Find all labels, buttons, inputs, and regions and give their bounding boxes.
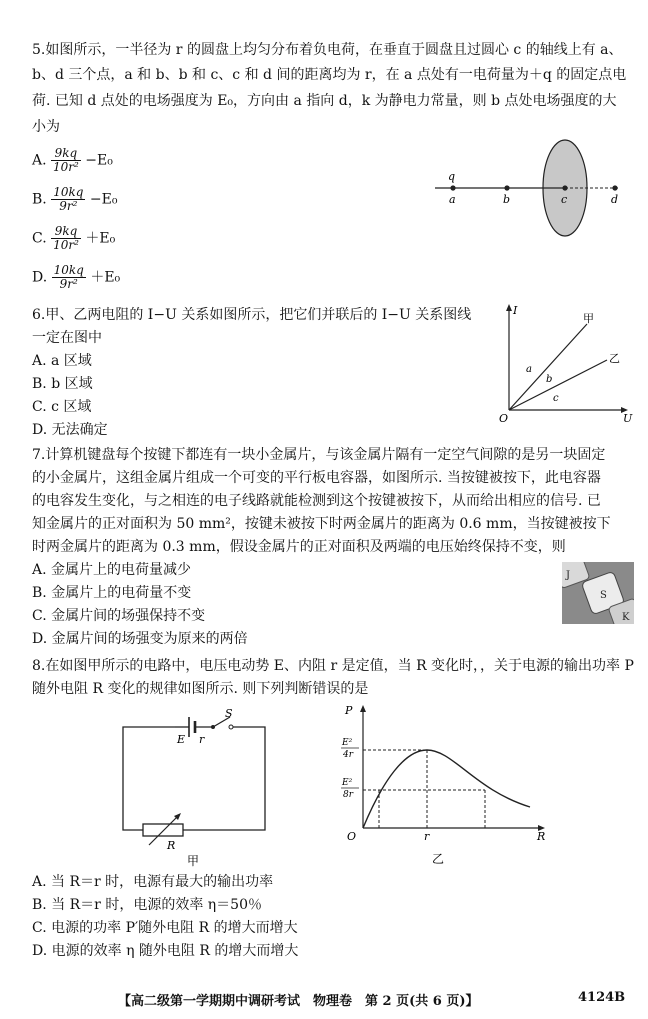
- q5-disk-figure: [425, 138, 635, 268]
- label-jia: 甲: [583, 312, 594, 325]
- label-r-axis: R: [537, 830, 546, 843]
- option-prefix: C.: [32, 230, 47, 247]
- fraction-numerator: 10kq: [53, 185, 84, 199]
- option-prefix: A.: [32, 152, 47, 169]
- footer-title: 【高二级第一学期期中调研考试 物理卷 第 2 页(共 6 页)】: [118, 994, 479, 1009]
- label-r: r: [199, 733, 205, 746]
- graph-caption: 乙: [432, 852, 445, 866]
- option-tail: −E₀: [85, 152, 113, 169]
- label-origin: O: [347, 830, 357, 843]
- point-a: [450, 185, 455, 190]
- q7-line-3: 的电容发生变化，与之相连的电子线路就能检测到这个按键被按下，从而给出相应的信号. 已: [32, 493, 601, 509]
- fraction-numerator: 10kq: [53, 263, 84, 277]
- q5-line-4: 小为: [32, 119, 60, 135]
- option-prefix: B.: [32, 191, 47, 208]
- q6-line-2: 一定在图中: [32, 330, 102, 346]
- label-rheostat: R: [167, 839, 176, 852]
- point-d: [612, 185, 617, 190]
- half-power-denominator: 8r: [343, 790, 354, 800]
- q5-option-b[interactable]: [32, 186, 117, 213]
- q5-option-a[interactable]: [32, 147, 113, 174]
- fraction: [51, 225, 81, 252]
- fraction: [51, 186, 85, 213]
- label-e: E: [177, 733, 186, 746]
- option-tail: ＋E₀: [90, 269, 121, 286]
- line-jia: [509, 324, 587, 410]
- label-q: q: [448, 170, 456, 183]
- q5-line-3: 荷. 已知 d 点处的电场强度为 E₀，方向由 a 指向 d，k 为静电力常量，则 b 点处电场强度的大: [32, 93, 617, 109]
- region-c: c: [553, 393, 559, 404]
- key-j-label: J: [566, 570, 571, 581]
- fraction-numerator: 9kq: [51, 147, 81, 161]
- half-power-numerator: E²: [342, 778, 353, 788]
- label-s: S: [225, 707, 233, 720]
- q6-option-c[interactable]: C. c 区域: [32, 399, 92, 415]
- i-axis-arrow: [506, 304, 512, 311]
- label-r-tick: r: [424, 830, 430, 843]
- switch-contact: [229, 725, 233, 729]
- p-axis-arrow: [360, 705, 366, 712]
- q5-line-2: b、d 三个点，a 和 b、b 和 c、c 和 d 间的距离均为 r，在 a 点处有一电荷量为＋q 的固定点电: [32, 67, 627, 83]
- q8-option-d[interactable]: D. 电源的效率 η 随外电阻 R 的增大而增大: [32, 943, 299, 959]
- q7-line-5: 时两金属片的距离为 0.3 mm，假设金属片的正对面积及两端的电压始终保持不变，则: [32, 539, 566, 555]
- fraction: [52, 264, 86, 291]
- q5-option-d[interactable]: [32, 264, 120, 291]
- fraction-numerator: 9kq: [51, 225, 81, 239]
- q7-line-2: 的小金属片，这组金属片组成一个可变的平行板电容器，如图所示. 当按键被按下，此电容器: [32, 470, 601, 486]
- fraction: [51, 147, 81, 174]
- rheostat-body: [143, 824, 183, 836]
- power-curve: [363, 750, 530, 828]
- circuit-caption: 甲: [187, 854, 200, 868]
- circuit-diagram: [115, 705, 275, 870]
- region-b: b: [546, 374, 553, 385]
- label-u: U: [623, 412, 633, 425]
- q6-option-a[interactable]: A. a 区域: [32, 353, 92, 369]
- fraction-denominator: 9r²: [59, 277, 78, 291]
- q8-option-c[interactable]: C. 电源的功率 P′随外电阻 R 的增大而增大: [32, 920, 298, 936]
- q6-line-1: 6.甲、乙两电阻的 I−U 关系如图所示，把它们并联后的 I−U 关系图线: [32, 307, 472, 323]
- q7-option-c[interactable]: C. 金属片间的场强保持不变: [32, 608, 206, 624]
- fraction-denominator: 10r²: [53, 238, 79, 252]
- key-s-label: S: [600, 590, 607, 601]
- option-prefix: D.: [32, 269, 48, 286]
- q8-option-a[interactable]: A. 当 R＝r 时，电源有最大的输出功率: [32, 874, 274, 890]
- q7-option-d[interactable]: D. 金属片间的场强变为原来的两倍: [32, 631, 248, 647]
- q7-line-1: 7.计算机键盘每个按键下都连有一块小金属片，与该金属片隔有一定空气间隙的是另一块固定: [32, 447, 606, 463]
- max-power-numerator: E²: [342, 738, 353, 748]
- label-a: a: [449, 193, 456, 206]
- q5-line-1: 5.如图所示，一半径为 r 的圆盘上均匀分布着负电荷，在垂直于圆盘且过圆心 c 的轴线上有 a、: [32, 42, 623, 58]
- circuit-wire: [123, 727, 265, 830]
- option-tail: −E₀: [89, 191, 118, 208]
- point-c: [562, 185, 567, 190]
- region-a: a: [526, 364, 532, 375]
- key-k-label: K: [622, 612, 630, 623]
- label-b: b: [503, 193, 511, 206]
- q7-line-4: 知金属片的正对面积为 50 mm²，按键未被按下时两金属片的距离为 0.6 mm，当按键被按下: [32, 516, 611, 532]
- power-resistance-graph: [335, 700, 560, 870]
- fraction-denominator: 9r²: [59, 199, 78, 213]
- option-tail: ＋E₀: [85, 230, 116, 247]
- q6-option-d[interactable]: D. 无法确定: [32, 422, 108, 438]
- label-p: P: [345, 704, 353, 717]
- keyboard-photo: [562, 562, 634, 624]
- q5-option-c[interactable]: [32, 225, 115, 252]
- q6-iu-graph: [495, 300, 635, 425]
- label-yi: 乙: [609, 352, 620, 365]
- label-i: I: [513, 304, 518, 317]
- q8-option-b[interactable]: B. 当 R＝r 时，电源的效率 η＝50％: [32, 897, 262, 913]
- q8-line-2: 随外电阻 R 变化的规律如图所示. 则下列判断错误的是: [32, 681, 369, 697]
- q6-option-b[interactable]: B. b 区域: [32, 376, 93, 392]
- q7-option-b[interactable]: B. 金属片上的电荷量不变: [32, 585, 192, 601]
- label-d: d: [611, 193, 619, 206]
- max-power-denominator: 4r: [343, 750, 354, 760]
- footer-code: 4124B: [578, 990, 626, 1005]
- point-b: [504, 185, 509, 190]
- label-c: c: [561, 193, 568, 206]
- label-origin: O: [499, 412, 509, 425]
- fraction-denominator: 10r²: [53, 160, 79, 174]
- q8-line-1: 8.在如图甲所示的电路中，电压电动势 E、内阻 r 是定值，当 R 变化时，，关于电源的输出功率 P: [32, 658, 634, 674]
- q7-option-a[interactable]: A. 金属片上的电荷量减少: [32, 562, 192, 578]
